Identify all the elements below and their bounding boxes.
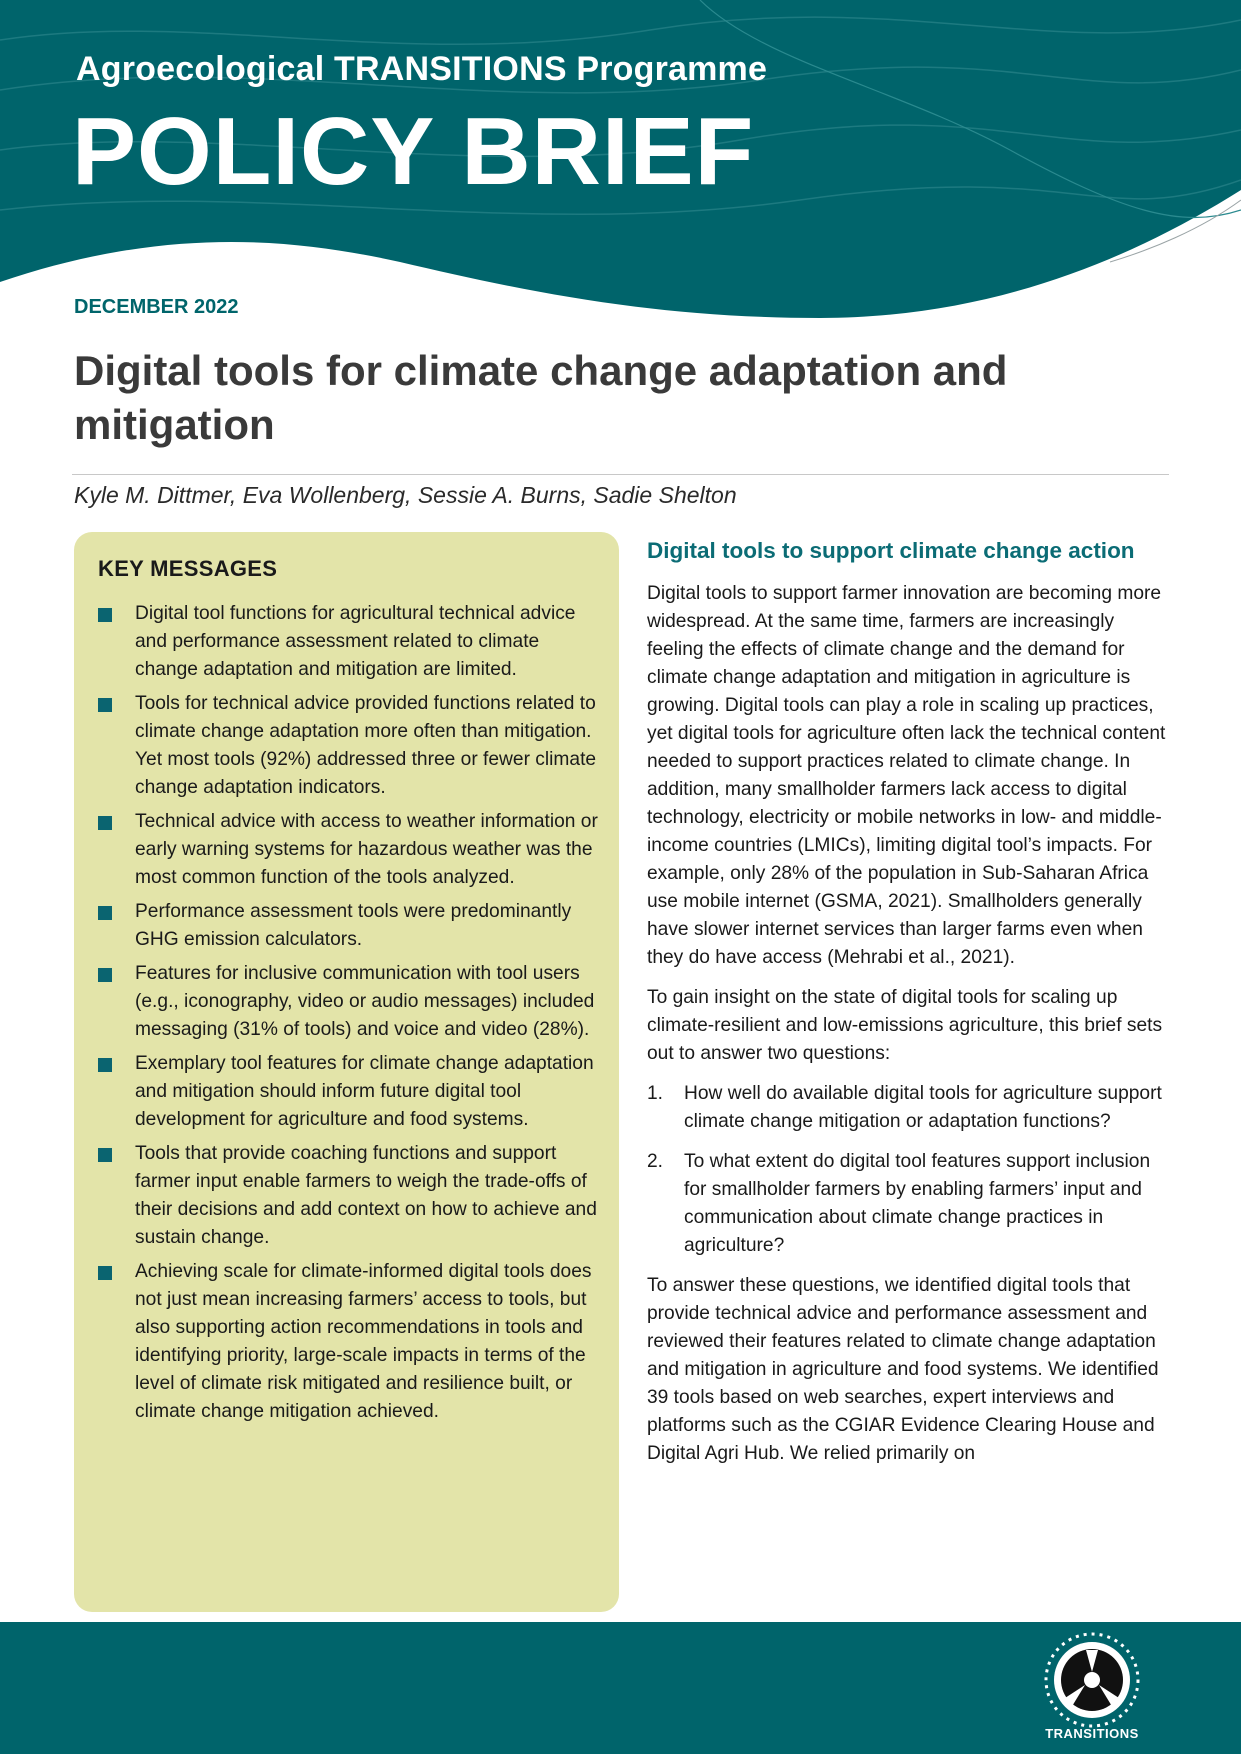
question-number: 1.: [647, 1083, 664, 1104]
key-message-item: [98, 960, 603, 1044]
square-bullet-icon: [98, 906, 112, 920]
key-message-text: Features for inclusive communication with tool users (e.g., iconography, video or audio messages) included messaging (31% of tools) and voice and video (28%).: [135, 963, 595, 1040]
square-bullet-icon: [98, 816, 112, 830]
document-title: Digital tools for climate change adaptation and mitigation: [74, 347, 1008, 448]
question-text: To what extent do digital tool features support inclusion for smallholder farmers by enabling farmers’ input and communication about climate change practices in agriculture?: [684, 1151, 1151, 1256]
key-message-item: [98, 690, 603, 802]
key-message-item: [98, 1258, 603, 1426]
key-messages-list: [98, 600, 603, 1432]
transitions-logo: [1032, 1630, 1152, 1750]
research-questions-list: [647, 1080, 1167, 1260]
key-messages-box: [74, 532, 619, 1612]
key-message-item: [98, 1050, 603, 1134]
document-type-title: POLICY BRIEF: [72, 98, 755, 205]
body-paragraph-1: Digital tools to support farmer innovation are becoming more widespread. At the same time, farmers are increasingly feeling the effects of climate change and the demand for climate change adaptation and mitigation in agriculture is growing. Digital tools can play a role in scaling up practices, yet digital tools for agriculture often lack the technical content needed to support practices related to climate change. In addition, many smallholder farmers lack access to digital technology, electricity or mobile networks in low- and middle-income countries (LMICs), limiting digital tool’s impacts. For example, only 28% of the population in Sub-Saharan Africa use mobile internet (GSMA, 2021). Smallholders generally have slower internet services than larger farms even when they do have access (Mehrabi et al., 2021).: [647, 583, 1166, 968]
square-bullet-icon: [98, 968, 112, 982]
body-paragraph-3: To answer these questions, we identified digital tools that provide technical advice and performance assessment and reviewed their features related to climate change adaptation and mitigation in agriculture and food systems. We identified 39 tools based on web searches, expert interviews and platforms such as the CGIAR Evidence Clearing House and Digital Agri Hub. We relied primarily on: [647, 1275, 1159, 1464]
key-message-item: [98, 600, 603, 684]
key-message-text: Tools that provide coaching functions and support farmer input enable farmers to weigh the trade-offs of their decisions and add context on how to achieve and sustain change.: [135, 1143, 597, 1248]
title-divider: [72, 474, 1169, 475]
key-message-item: [98, 808, 603, 892]
main-text-column: [647, 538, 1167, 1480]
key-message-text: Exemplary tool features for climate change adaptation and mitigation should inform future digital tool development for agriculture and food systems.: [135, 1053, 594, 1130]
publication-date: DECEMBER 2022: [74, 296, 239, 318]
square-bullet-icon: [98, 1058, 112, 1072]
section-heading: Digital tools to support climate change action: [647, 538, 1135, 563]
square-bullet-icon: [98, 1266, 112, 1280]
key-messages-heading: KEY MESSAGES: [98, 556, 278, 581]
key-message-text: Technical advice with access to weather information or early warning systems for hazardous weather was the most common function of the tools analyzed.: [135, 811, 598, 888]
key-message-item: [98, 1140, 603, 1252]
key-message-text: Digital tool functions for agricultural technical advice and performance assessment related to climate change adaptation and mitigation are limited.: [135, 603, 576, 680]
logo-wordmark: TRANSITIONS: [1045, 1726, 1139, 1741]
square-bullet-icon: [98, 698, 112, 712]
square-bullet-icon: [98, 608, 112, 622]
question-text: How well do available digital tools for agriculture support climate change mitigation or adaptation functions?: [684, 1083, 1162, 1132]
question-number: 2.: [647, 1151, 664, 1172]
footer-bar: [0, 1622, 1241, 1754]
key-message-text: Achieving scale for climate-informed digital tools does not just mean increasing farmers’ access to tools, but also supporting action recommendations in tools and identifying priority, large-scale impacts in terms of the level of climate risk mitigated and resilience built, or climate change mitigation achieved.: [135, 1261, 592, 1422]
key-message-text: Tools for technical advice provided functions related to climate change adaptation more often than mitigation. Yet most tools (92%) addressed three or fewer climate change adaptation indicators.: [135, 693, 597, 798]
key-message-item: [98, 898, 603, 954]
research-question-item: [647, 1148, 1167, 1260]
body-paragraph-2: To gain insight on the state of digital tools for scaling up climate-resilient and low-emissions agriculture, this brief sets out to answer two questions:: [647, 987, 1163, 1064]
header-banner: [0, 0, 1241, 330]
authors-line: Kyle M. Dittmer, Eva Wollenberg, Sessie A. Burns, Sadie Shelton: [74, 482, 737, 508]
square-bullet-icon: [98, 1148, 112, 1162]
key-message-text: Performance assessment tools were predominantly GHG emission calculators.: [135, 901, 572, 950]
programme-name: Agroecological TRANSITIONS Programme: [76, 50, 768, 88]
research-question-item: [647, 1080, 1167, 1136]
